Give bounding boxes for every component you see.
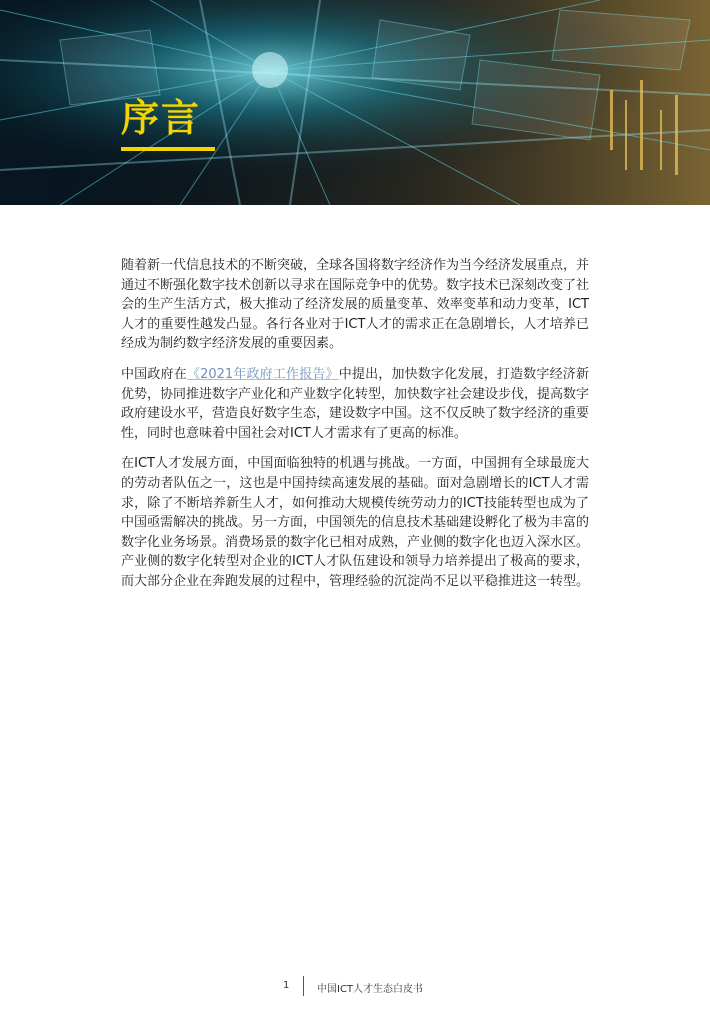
paragraph-2-rest: 中提出，加快数字化发展，打造数字经济新优势，协同推进数字产业化和产业数字化转型，加快数字社会建设步伐，提高数字政府建设水平，营造良好数字生态，建设数字中国。这不仅反映了数字经济的重要性，同时也意味着中国社会对ICT人才需求有了更高的标准。 (121, 366, 590, 441)
hero-banner (0, 0, 710, 205)
page-footer (0, 976, 710, 998)
footer-divider (303, 976, 304, 996)
title-underline (121, 147, 215, 151)
preface-body (121, 256, 589, 603)
page-number: 1 (283, 980, 290, 991)
hero-tech-illustration (0, 0, 710, 205)
government-report-link[interactable]: 《2021年政府工作报告》 (186, 366, 339, 382)
page-title: 序言 (121, 96, 202, 140)
paragraph-3: 在ICT人才发展方面，中国面临独特的机遇与挑战。一方面，中国拥有全球最庞大的劳动者队伍之一，这也是中国持续高速发展的基础。面对急剧增长的ICT人才需求，除了不断培养新生人才，如何推动大规模传统劳动力的ICT技能转型也成为了中国亟需解决的挑战。另一方面，中国领先的信息技术基础建设孵化了极为丰富的数字化业务场景。消费场景的数字化已相对成熟，产业侧的数字化也迈入深水区。产业侧的数字化转型对企业的ICT人才队伍建设和领导力培养提出了极高的要求，而大部分企业在奔跑发展的过程中，管理经验的沉淀尚不足以平稳推进这一转型。 (121, 456, 590, 589)
footer-document-title: 中国ICT人才生态白皮书 (317, 984, 424, 995)
paragraph-1: 随着新一代信息技术的不断突破，全球各国将数字经济作为当今经济发展重点，并通过不断强化数字技术创新以寻求在国际竞争中的优势。数字技术已深刻改变了社会的生产生活方式，极大推动了经济发展的质量变革、效率变革和动力变革，ICT人才的重要性越发凸显。各行各业对于ICT人才的需求正在急剧增长，人才培养已经成为制约数字经济发展的重要因素。 (121, 258, 590, 352)
paragraph-2-intro: 中国政府在 (121, 366, 187, 382)
paragraph-2 (121, 365, 589, 443)
